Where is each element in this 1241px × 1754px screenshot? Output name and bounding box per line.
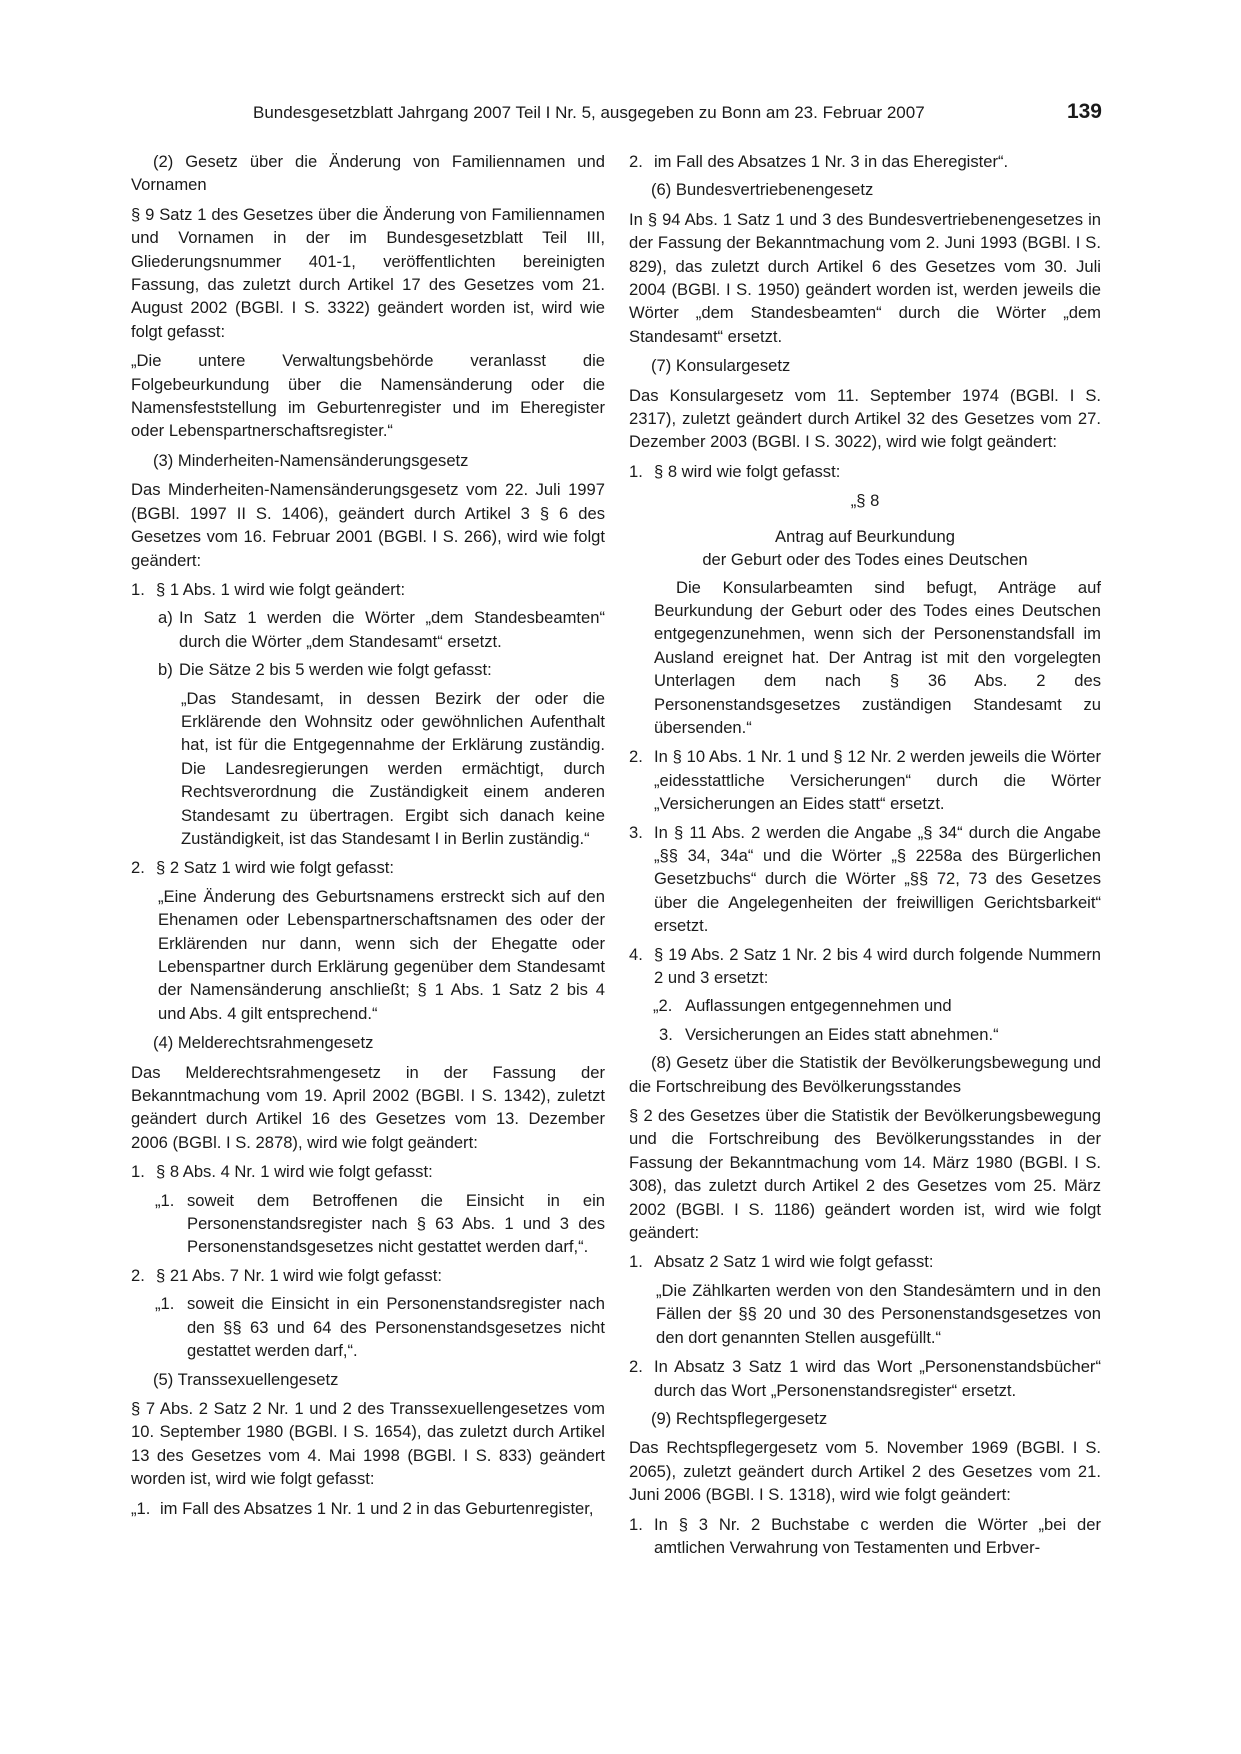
paragraph-title: Antrag auf Beurkundung (775, 526, 955, 546)
list-marker: „1. (155, 1294, 175, 1314)
list-marker: a) (158, 608, 173, 628)
list-item (629, 1250, 1101, 1273)
list-item-text: § 1 Abs. 1 wird wie folgt geändert: (156, 579, 406, 599)
list-marker: 1. (131, 1162, 145, 1182)
list-item (629, 745, 1101, 815)
quoted-text: soweit dem Betroffenen die Einsicht in ein Personenstandsregister nach § 63 Abs. 1 und 3 des Personenstandsgesetzes nicht gestattet werden darf,“. (187, 1190, 605, 1257)
list-item (131, 856, 605, 879)
list-marker: b) (158, 660, 173, 680)
quoted-text: „Die Zählkarten werden von den Standesämtern und in den Fällen der §§ 20 und 30 des Personenstandsgesetzes von den dort genannten Stellen ausgefüllt.“ (656, 1280, 1101, 1347)
list-item-text: In § 11 Abs. 2 werden die Angabe „§ 34“ durch die Angabe „§§ 34, 34a“ und die Wörter „§ 2258a des Bürgerlichen Gesetzbuchs“ durch die Wörter „§§ 72, 73 des Gesetzes über die Angelegenheiten der freiwilligen Gerichtsbarkeit“ ersetzt. (654, 822, 1101, 936)
list-marker: 1. (629, 1514, 643, 1534)
quoted-list-item (629, 150, 1101, 173)
list-item-text: In § 10 Abs. 1 Nr. 1 und § 12 Nr. 2 werden jeweils die Wörter „eidesstattliche Versicherungen“ durch die Wörter „Versicherungen an Eides statt“ ersetzt. (654, 747, 1101, 814)
list-item-text: § 8 Abs. 4 Nr. 1 wird wie folgt gefasst: (156, 1162, 433, 1182)
quoted-text: „Eine Änderung des Geburtsnamens erstreckt sich auf den Ehenamen oder Lebenspartnerschaftsnamen des oder der Erklärenden nur dann, wenn sich der Ehegatte oder Lebenspartner durch Erklärung gegenüber dem Standesamt der Namensänderung anschließt; § 1 Abs. 1 Satz 2 bis 4 und Abs. 4 gilt entsprechend.“ (158, 886, 605, 1023)
list-item-text: In Satz 1 werden die Wörter „dem Standesbeamten“ durch die Wörter „dem Standesamt“ ersetzt. (179, 608, 605, 651)
list-marker: 1. (131, 579, 145, 599)
section-5-text: § 7 Abs. 2 Satz 2 Nr. 1 und 2 des Transsexuellengesetzes vom 10. September 1980 (BGBl. I S. 1654), das zuletzt durch Artikel 13 des Gesetzes vom 4. Mai 1998 (BGBl. I S. 833) geändert worden ist, wird wie folgt gefasst: (131, 1398, 605, 1489)
section-2-text: § 9 Satz 1 des Gesetzes über die Änderung von Familiennamen und Vornamen in der im Bundesgesetzblatt Teil III, Gliederungsnummer 401-1, veröffentlichten bereinigten Fassung, das zuletzt durch Artikel 17 des Gesetzes vom 21. August 2002 (BGBl. I S. 3322) geändert worden ist, wird wie folgt gefasst: (131, 204, 605, 341)
list-item (629, 1355, 1101, 1402)
list-marker: 2. (131, 1265, 145, 1285)
list-item-text: Absatz 2 Satz 1 wird wie folgt gefasst: (654, 1252, 934, 1272)
list-marker: 1. (629, 461, 643, 481)
section-7-heading: (7) Konsulargesetz (651, 356, 791, 376)
list-item-text: Die Sätze 2 bis 5 werden wie folgt gefasst: (179, 660, 492, 680)
quoted-list-item (131, 1189, 605, 1259)
quoted-list-item (131, 1292, 605, 1362)
list-item-text: In Absatz 3 Satz 1 wird das Wort „Personenstandsbücher“ durch das Wort „Personenstandsregister“ ersetzt. (654, 1357, 1101, 1400)
quoted-text: soweit die Einsicht in ein Personenstandsregister nach den §§ 63 und 64 des Personenstandsgesetzes nicht gestattet werden darf,“. (187, 1294, 605, 1361)
list-subitem (131, 658, 605, 681)
quoted-text: im Fall des Absatzes 1 Nr. 3 in das Eheregister“. (654, 152, 1009, 171)
section-9-heading: (9) Rechtspflegergesetz (651, 1408, 828, 1428)
quoted-list-item (629, 994, 1101, 1017)
list-item (629, 1513, 1101, 1560)
section-4-text: Das Melderechtsrahmengesetz in der Fassung der Bekanntmachung vom 19. April 2002 (BGBl. I S. 1342), zuletzt geändert durch Artikel 16 des Gesetzes vom 13. Dezember 2006 (BGBl. I S. 2878), wird wie folgt geändert: (131, 1062, 605, 1152)
list-marker: 1. (629, 1252, 643, 1272)
list-item-text: In § 3 Nr. 2 Buchstabe c werden die Wörter „bei der amtlichen Verwahrung von Testamenten und Erbver- (654, 1514, 1101, 1557)
paragraph-number: „§ 8 (850, 491, 880, 511)
list-item (131, 1264, 605, 1287)
page-header (253, 101, 1102, 127)
list-item (629, 943, 1101, 990)
list-subitem (131, 606, 605, 653)
section-4-heading: (4) Melderechtsrahmengesetz (153, 1033, 374, 1053)
section-8-text: § 2 des Gesetzes über die Statistik der Bevölkerungsbewegung und die Fortschreibung des Bevölkerungsstandes in der Fassung der Bekanntmachung vom 14. März 1980 (BGBl. I S. 308), das zuletzt durch Artikel 2 des Gesetzes vom 25. März 2002 (BGBl. I S. 1186) geändert worden ist, wird wie folgt geändert: (629, 1106, 1101, 1243)
section-2-quote: „Die untere Verwaltungsbehörde veranlasst die Folgebeurkundung über die Namensänderung oder die Namensfeststellung im Geburtenregister und im Eheregister oder Lebenspartnerschaftsregister.“ (131, 351, 605, 441)
quoted-list-item (131, 1497, 605, 1520)
section-6-text: In § 94 Abs. 1 Satz 1 und 3 des Bundesvertriebenengesetzes in der Fassung der Bekanntmachung vom 2. Juni 1993 (BGBl. I S. 829), das zuletzt durch Artikel 6 des Gesetzes vom 30. Juli 2004 (BGBl. I S. 1950) geändert worden ist, werden jeweils die Wörter „dem Standesbeamten“ durch die Wörter „dem Standesamt“ ersetzt. (629, 209, 1101, 346)
list-item-text: § 19 Abs. 2 Satz 1 Nr. 2 bis 4 wird durch folgende Nummern 2 und 3 ersetzt: (654, 944, 1101, 987)
section-3-text: Das Minderheiten-Namensänderungsgesetz vom 22. Juli 1997 (BGBl. 1997 II S. 1406), geändert durch Artikel 3 § 6 des Gesetzes vom 16. Februar 2001 (BGBl. I S. 266), wird wie folgt geändert: (131, 480, 605, 570)
list-item (131, 1160, 605, 1183)
paragraph-title: der Geburt oder des Todes eines Deutschen (702, 550, 1028, 570)
quoted-text: Auflassungen entgegennehmen und (685, 996, 952, 1016)
header-title: Bundesgesetzblatt Jahrgang 2007 Teil I Nr. 5, ausgegeben zu Bonn am 23. Februar 2007 (253, 103, 925, 122)
section-8-heading: (8) Gesetz über die Statistik der Bevölkerungsbewegung und die Fortschreibung des Bevölkerungsstandes (629, 1053, 1101, 1096)
list-marker: 4. (629, 944, 643, 964)
section-3-heading: (3) Minderheiten-Namensänderungsgesetz (153, 450, 469, 470)
list-marker: „1. (131, 1498, 151, 1518)
quoted-text: im Fall des Absatzes 1 Nr. 1 und 2 in das Geburtenregister, (160, 1498, 594, 1518)
section-7-text: Das Konsulargesetz vom 11. September 1974 (BGBl. I S. 2317), zuletzt geändert durch Artikel 32 des Gesetzes vom 27. Dezember 2003 (BGBl. I S. 3022), wird wie folgt geändert: (629, 385, 1101, 452)
quoted-text: „Das Standesamt, in dessen Bezirk der oder die Erklärende den Wohnsitz oder gewöhnlichen Aufenthalt hat, ist für die Entgegennahme der Erklärung zuständig. Die Landesregierungen werden ermächtigt, durch Rechtsverordnung die Zuständigkeit einem anderen Standesamt zu übertragen. Ergibt sich danach keine Zuständigkeit, ist das Standesamt I in Berlin zuständig.“ (181, 688, 605, 848)
list-item (131, 578, 605, 601)
quoted-list-item (629, 1023, 1101, 1046)
section-6-heading: (6) Bundesvertriebenengesetz (651, 180, 874, 200)
list-item-text: § 21 Abs. 7 Nr. 1 wird wie folgt gefasst: (156, 1265, 442, 1285)
list-marker: 2. (629, 1357, 643, 1377)
list-marker: 2. (629, 747, 643, 767)
section-9-text: Das Rechtspflegergesetz vom 5. November 1969 (BGBl. I S. 2065), zuletzt geändert durch Artikel 2 des Gesetzes vom 21. Juni 2006 (BGBl. I S. 1318), wird wie folgt geändert: (629, 1438, 1101, 1505)
list-marker: 2. (629, 152, 643, 171)
list-marker: 3. (629, 822, 643, 842)
page-number: 139 (1066, 100, 1102, 123)
quoted-text: Versicherungen an Eides statt abnehmen.“ (685, 1024, 999, 1044)
list-item (629, 460, 1101, 483)
quoted-text: Die Konsularbeamten sind befugt, Anträge auf Beurkundung der Geburt oder des Todes eines Deutschen entgegenzunehmen, wenn sich der Personenstandsfall im Ausland ereignet hat. Der Antrag ist mit den vorgelegten Unterlagen dem nach § 36 Abs. 2 des Personenstandsgesetzes zuständigen Standesamt zu übersenden.“ (654, 577, 1101, 737)
list-marker: 3. (659, 1024, 673, 1044)
right-column (629, 150, 1101, 1564)
list-marker: „1. (155, 1190, 175, 1210)
left-column (131, 150, 605, 1525)
list-item (629, 821, 1101, 938)
list-item-text: § 8 wird wie folgt gefasst: (654, 461, 841, 481)
list-item-text: § 2 Satz 1 wird wie folgt gefasst: (156, 858, 394, 878)
list-marker: „2. (653, 996, 673, 1016)
section-2-heading: (2) Gesetz über die Änderung von Familiennamen und Vornamen (131, 152, 605, 195)
list-marker: 2. (131, 858, 145, 878)
section-5-heading: (5) Transsexuellengesetz (153, 1369, 339, 1389)
